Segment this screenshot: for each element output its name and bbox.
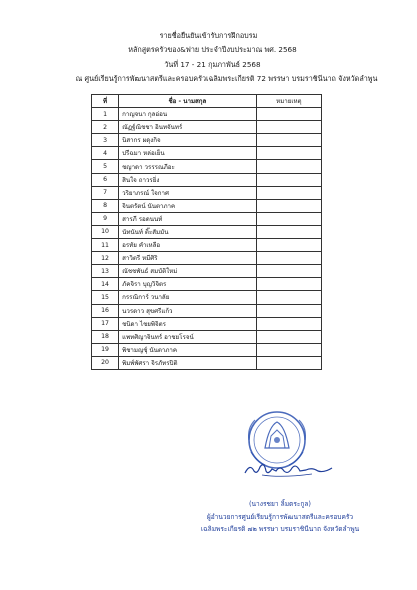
row-number: 6 (92, 173, 119, 186)
row-name: สินใจ ถาวรยิ่ง (119, 173, 257, 186)
row-note (256, 134, 321, 147)
row-note (256, 304, 321, 317)
row-number: 8 (92, 199, 119, 212)
handwritten-signature (242, 459, 337, 479)
table-row (92, 212, 322, 225)
row-name: แพทศิญาจินทร์ อาชยโรจน์ (119, 330, 257, 343)
table-row (92, 186, 322, 199)
course-line: หลักสูตรครัวของ&ฟาย ประจำปีงบประมาณ พศ. 2568 (128, 45, 297, 54)
header-number: ที่ (92, 95, 119, 108)
table-row (92, 291, 322, 304)
row-note (256, 147, 321, 160)
row-note (256, 265, 321, 278)
row-number: 9 (92, 212, 119, 225)
row-number: 1 (92, 108, 119, 121)
row-number: 17 (92, 317, 119, 330)
row-name: นิสากร ผดุงกิจ (119, 134, 257, 147)
row-note (256, 121, 321, 134)
row-name: สาวิตรี หมีศิริ (119, 252, 257, 265)
row-note (256, 343, 321, 356)
row-number: 11 (92, 239, 119, 252)
table-row (92, 147, 322, 160)
table-row (92, 343, 322, 356)
row-number: 4 (92, 147, 119, 160)
document-title: รายชื่อยืนยันเข้ารับการฝึกอบรม (159, 31, 258, 40)
table-row (92, 239, 322, 252)
table-row (92, 108, 322, 121)
row-note (256, 186, 321, 199)
row-name: ชญาดา วรรรณภีอะ (119, 160, 257, 173)
row-note (256, 278, 321, 291)
table-row (92, 317, 322, 330)
row-name: ณัชชพันธ์ สมบัติใหม่ (119, 265, 257, 278)
row-note (256, 239, 321, 252)
table-row (92, 252, 322, 265)
row-name: กาญจนา กุลอ่อน (119, 108, 257, 121)
row-name: สารภี รอดนนท์ (119, 212, 257, 225)
table-row (92, 304, 322, 317)
row-note (256, 212, 321, 225)
table-row (92, 356, 322, 369)
row-name: กรรณิการ์ วนาลัย (119, 291, 257, 304)
table-row (92, 330, 322, 343)
row-name: ชนิดา ไชยพิจิตร (119, 317, 257, 330)
row-note (256, 252, 321, 265)
table-row (92, 121, 322, 134)
table-row (92, 278, 322, 291)
row-number: 10 (92, 225, 119, 238)
row-note (256, 160, 321, 173)
table-row (92, 134, 322, 147)
table-row (92, 265, 322, 278)
row-note (256, 317, 321, 330)
header-note: หมายเหตุ (256, 95, 321, 108)
venue-line: ณ ศูนย์เรียนรู้การพัฒนาสตรีและครอบครัวเฉลิมพระเกียรติ 72 พรรษา บรมราชินีนาถ จังหวัดลำพูน (75, 74, 378, 83)
row-number: 14 (92, 278, 119, 291)
row-number: 5 (92, 160, 119, 173)
row-number: 20 (92, 356, 119, 369)
attendee-table (91, 94, 322, 370)
row-number: 12 (92, 252, 119, 265)
header-name: ชื่อ - นามสกุล (119, 95, 257, 108)
signatory-name: (นางรชยา ลิ้มตระกูล) (248, 500, 312, 508)
row-name: ปรีฉมา หล่อเย็น (119, 147, 257, 160)
row-number: 16 (92, 304, 119, 317)
table-row (92, 173, 322, 186)
row-name: จินตรัตน์ นันตาภาค (119, 199, 257, 212)
row-number: 15 (92, 291, 119, 304)
signatory-position: ผู้อำนวยการศูนย์เรียนรู้การพัฒนาสตรีและครอบครัว (206, 513, 354, 521)
row-name: นวรดาว สุขศรีแก้ว (119, 304, 257, 317)
row-number: 2 (92, 121, 119, 134)
row-name: ภัคจิรา บุญวิจิตร (119, 278, 257, 291)
date-line: วันที่ 17 - 21 กุมภาพันธ์ 2568 (164, 60, 261, 69)
row-number: 7 (92, 186, 119, 199)
row-note (256, 225, 321, 238)
row-note (256, 330, 321, 343)
table-row (92, 160, 322, 173)
row-name: พิชามญชุ์ นันตาภาค (119, 343, 257, 356)
row-name: พิมพ์พัศรา จิรภัทรปิติ (119, 356, 257, 369)
row-name: นัทนันท์ ติ๊ะสัมมัน (119, 225, 257, 238)
row-number: 3 (92, 134, 119, 147)
table-row (92, 199, 322, 212)
row-name: วริยาภรณ์ ใจกาศ (119, 186, 257, 199)
table-header-row (92, 95, 322, 108)
row-note (256, 199, 321, 212)
row-note (256, 108, 321, 121)
row-name: อรทัย คำเหลือ (119, 239, 257, 252)
row-note (256, 356, 321, 369)
row-number: 18 (92, 330, 119, 343)
row-number: 19 (92, 343, 119, 356)
row-name: ณัฏฐ์ณิชชา อินทจันทร์ (119, 121, 257, 134)
table-row (92, 225, 322, 238)
row-note (256, 291, 321, 304)
row-number: 13 (92, 265, 119, 278)
row-note (256, 173, 321, 186)
signatory-organization: เฉลิมพระเกียรติ ๗๒ พรรษา บรมราชินีนาถ จังหวัดลำพูน (200, 525, 360, 533)
